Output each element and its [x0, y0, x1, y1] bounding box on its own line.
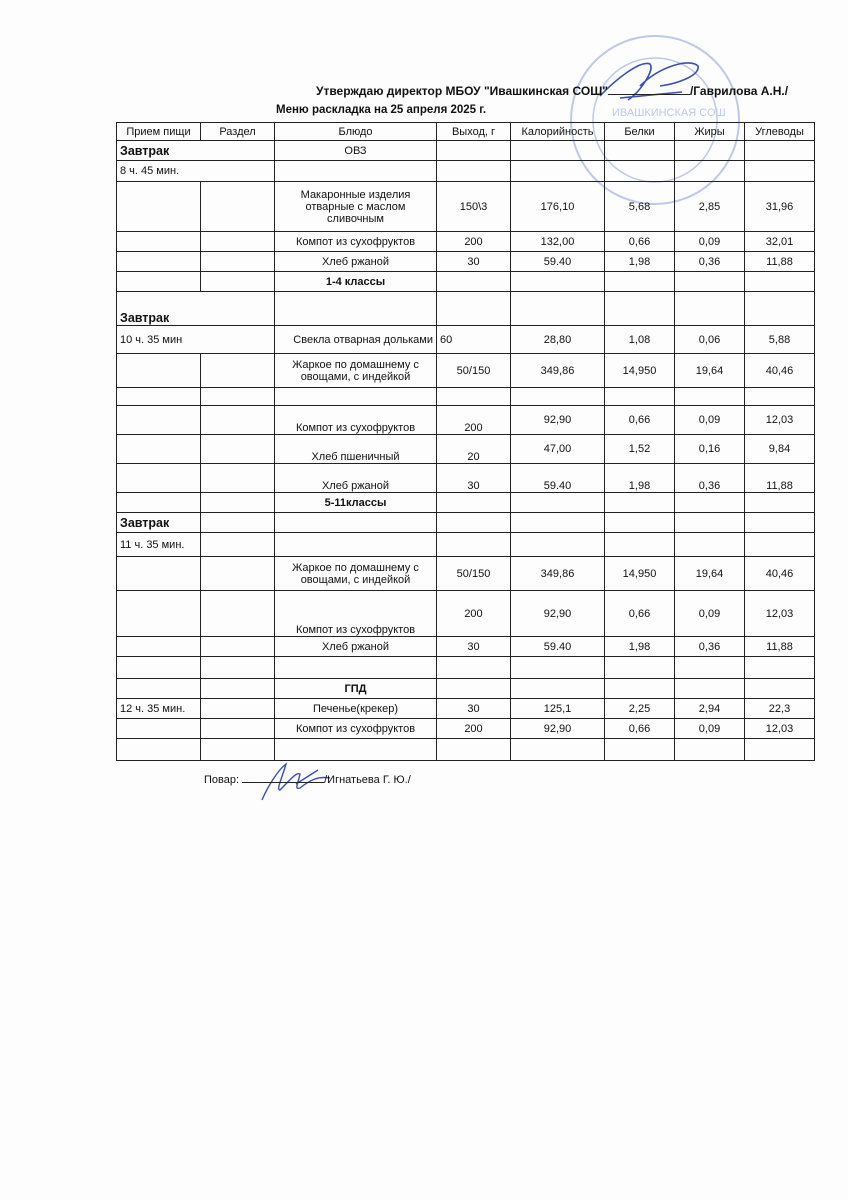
header-cell: Жиры	[675, 123, 745, 141]
protein-cell: 0,66	[605, 232, 675, 252]
protein-cell: 5,68	[605, 182, 675, 232]
header-cell: Углеводы	[745, 123, 815, 141]
protein-cell: 1,98	[605, 252, 675, 272]
output-cell: 60	[437, 326, 511, 354]
protein-cell: 14,950	[605, 557, 675, 591]
table-row	[117, 388, 815, 406]
table-row	[117, 292, 815, 326]
table-row	[117, 533, 815, 557]
carb-cell: 11,88	[745, 637, 815, 657]
table-row	[117, 657, 815, 679]
table-row	[117, 326, 815, 354]
output-cell: 30	[437, 252, 511, 272]
kcal-cell: 349,86	[511, 354, 605, 388]
fat-cell: 19,64	[675, 354, 745, 388]
dish-name: Хлеб ржаной	[275, 464, 437, 493]
output-cell: 30	[437, 699, 511, 719]
cook-label: Повар:	[204, 774, 240, 786]
kcal-cell: 59.40	[511, 464, 605, 493]
fat-cell: 0,09	[675, 719, 745, 739]
protein-cell: 1,08	[605, 326, 675, 354]
protein-cell: 2,25	[605, 699, 675, 719]
dish-name: Компот из сухофруктов	[275, 719, 437, 739]
table-row	[117, 719, 815, 739]
table-row	[117, 354, 815, 388]
output-cell: 30	[437, 637, 511, 657]
output-cell: 200	[437, 406, 511, 435]
protein-cell: 1,98	[605, 637, 675, 657]
approval-text: Утверждаю директор МБОУ "Ивашкинская СОШ"	[316, 84, 608, 98]
dish-name: Хлеб пшеничный	[275, 435, 437, 464]
table-row	[117, 493, 815, 513]
fat-cell: 0,36	[675, 637, 745, 657]
table-row	[117, 679, 815, 699]
table-row	[117, 182, 815, 232]
fat-cell: 0,36	[675, 464, 745, 493]
fat-cell: 0,09	[675, 232, 745, 252]
table-row	[117, 232, 815, 252]
carb-cell: 12,03	[745, 406, 815, 435]
table-row	[117, 435, 815, 464]
kcal-cell: 92,90	[511, 406, 605, 435]
table-row	[117, 591, 815, 637]
table-row	[117, 739, 815, 761]
carb-cell: 9,84	[745, 435, 815, 464]
output-cell: 200	[437, 719, 511, 739]
protein-cell: 0,66	[605, 719, 675, 739]
output-cell: 150\3	[437, 182, 511, 232]
carb-cell: 11,88	[745, 252, 815, 272]
protein-cell: 1,52	[605, 435, 675, 464]
header-cell: Выход, г	[437, 123, 511, 141]
fat-cell: 2,94	[675, 699, 745, 719]
table-row	[117, 464, 815, 493]
approval-line	[316, 84, 788, 98]
dish-name: Жаркое по домашнему с овощами, с индейкой	[275, 557, 437, 591]
fat-cell: 0,09	[675, 591, 745, 637]
dish-name: Компот из сухофруктов	[275, 406, 437, 435]
dish-name: Компот из сухофруктов	[275, 232, 437, 252]
kcal-cell: 125,1	[511, 699, 605, 719]
approval-name: /Гаврилова А.Н./	[689, 84, 789, 98]
menu-title: Меню раскладка на 25 апреля 2025 г.	[276, 104, 487, 116]
header-cell: Калорийность	[511, 123, 605, 141]
protein-cell: 0,66	[605, 406, 675, 435]
output-cell: 20	[437, 435, 511, 464]
meal-name: Завтрак	[117, 141, 275, 161]
signature-line	[242, 772, 324, 783]
table-row	[117, 637, 815, 657]
kcal-cell: 47,00	[511, 435, 605, 464]
dish-name: Хлеб ржаной	[275, 637, 437, 657]
kcal-cell: 349,86	[511, 557, 605, 591]
meal-time: 10 ч. 35 мин	[117, 326, 275, 354]
header-cell: Прием пищи	[117, 123, 201, 141]
meal-time: 12 ч. 35 мин.	[117, 699, 201, 719]
protein-cell: 0,66	[605, 591, 675, 637]
kcal-cell: 59.40	[511, 252, 605, 272]
table-row	[117, 141, 815, 161]
dish-name: Печенье(крекер)	[275, 699, 437, 719]
meal-time: 8 ч. 45 мин.	[117, 161, 275, 182]
menu-table	[116, 122, 815, 761]
carb-cell: 12,03	[745, 591, 815, 637]
stamp-text: ИВАШКИНСКАЯ СОШ	[612, 107, 726, 119]
section-title: 5-11классы	[275, 493, 437, 513]
kcal-cell: 28,80	[511, 326, 605, 354]
header-cell: Белки	[605, 123, 675, 141]
kcal-cell: 92,90	[511, 719, 605, 739]
output-cell: 30	[437, 464, 511, 493]
header-cell: Блюдо	[275, 123, 437, 141]
output-cell: 50/150	[437, 557, 511, 591]
dish-name: Компот из сухофруктов	[275, 591, 437, 637]
cook-name: /Игнатьева Г. Ю./	[324, 774, 411, 786]
section-title: 1-4 классы	[275, 272, 437, 292]
kcal-cell: 92,90	[511, 591, 605, 637]
table-row	[117, 513, 815, 533]
fat-cell: 0,16	[675, 435, 745, 464]
dish-name: Хлеб ржаной	[275, 252, 437, 272]
carb-cell: 31,96	[745, 182, 815, 232]
fat-cell: 0,36	[675, 252, 745, 272]
kcal-cell: 132,00	[511, 232, 605, 252]
kcal-cell: 176,10	[511, 182, 605, 232]
carb-cell: 40,46	[745, 557, 815, 591]
dish-name: Жаркое по домашнему с овощами, с индейкой	[275, 354, 437, 388]
output-cell: 50/150	[437, 354, 511, 388]
dish-name: Макаронные изделия отварные с маслом сливочным	[275, 182, 437, 232]
meal-name: Завтрак	[117, 292, 275, 326]
output-cell: 200	[437, 591, 511, 637]
section-title: ГПД	[275, 679, 437, 699]
table-row	[117, 557, 815, 591]
cook-signature-line	[204, 772, 411, 786]
carb-cell: 11,88	[745, 464, 815, 493]
table-row	[117, 406, 815, 435]
output-cell: 200	[437, 232, 511, 252]
table-row	[117, 161, 815, 182]
fat-cell: 0,09	[675, 406, 745, 435]
fat-cell: 19,64	[675, 557, 745, 591]
protein-cell: 1,98	[605, 464, 675, 493]
carb-cell: 22,3	[745, 699, 815, 719]
meal-time: 11 ч. 35 мин.	[117, 533, 201, 557]
kcal-cell: 59.40	[511, 637, 605, 657]
table-row	[117, 272, 815, 292]
fat-cell: 0,06	[675, 326, 745, 354]
dish-name: Свекла отварная дольками	[275, 326, 437, 354]
carb-cell: 40,46	[745, 354, 815, 388]
table-row	[117, 252, 815, 272]
carb-cell: 5,88	[745, 326, 815, 354]
protein-cell: 14,950	[605, 354, 675, 388]
signature-line	[608, 84, 690, 95]
carb-cell: 12,03	[745, 719, 815, 739]
meal-name: Завтрак	[117, 513, 201, 533]
group-label: ОВЗ	[275, 141, 437, 161]
carb-cell: 32,01	[745, 232, 815, 252]
header-cell: Раздел	[201, 123, 275, 141]
header-row	[117, 123, 815, 141]
table-row	[117, 699, 815, 719]
fat-cell: 2,85	[675, 182, 745, 232]
